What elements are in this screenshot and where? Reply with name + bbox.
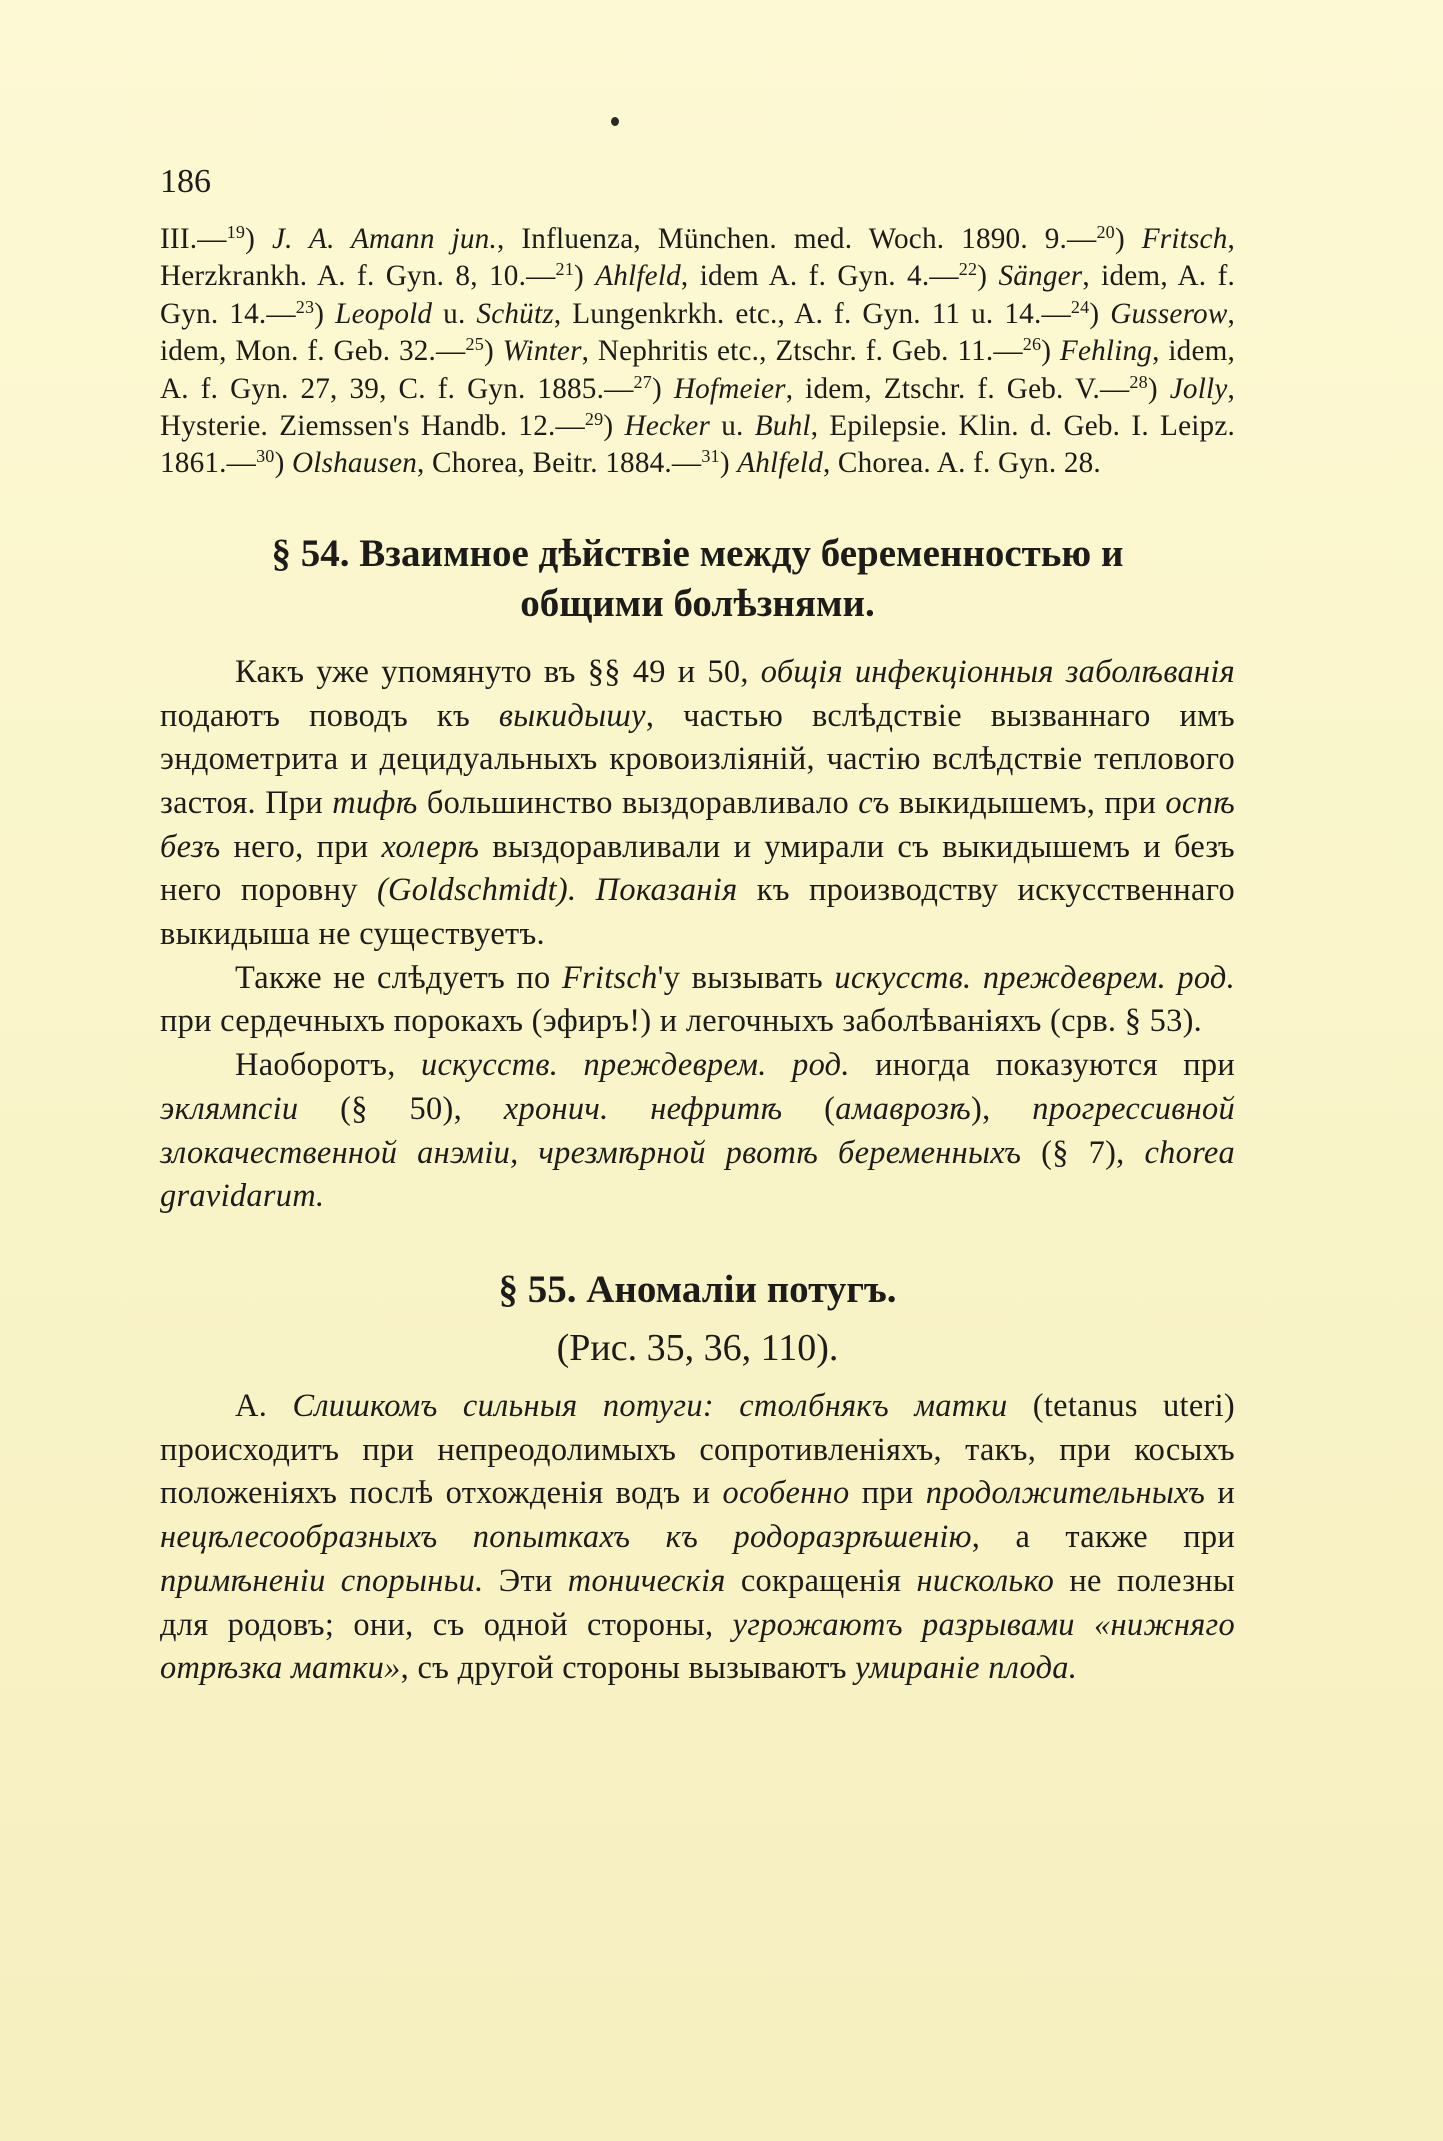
section-54 — [160, 529, 1235, 1219]
section-54-body — [160, 651, 1235, 1219]
section-55 — [160, 1265, 1235, 1691]
section-55-heading: § 55. Аномаліи потугъ. — [498, 1267, 897, 1311]
paragraph: Какъ уже упомянуто въ §§ 49 и 50, общія инфекціонныя заболѣванія подаютъ поводъ къ выкидышу, частью вслѣдствіе вызваннаго имъ эндометрита и децидуальныхъ кровоизліяній, частію вслѣдствіе теплового застоя. При тифѣ большинство выздоравливало съ выкидышемъ, при оспѣ безъ него, при холерѣ выздоравливали и умирали съ выкидышемъ и безъ него поровну (Goldschmidt). Показанія къ производству искусственнаго выкидыша не существуетъ. — [160, 653, 1235, 953]
footnote-block: III.—$^{19}$) J. A. Amann jun., Influenza, München. med. Woch. 1890. 9.—$^{20}$) Fritsch, Herzkrankh. A. f. Gyn. 8, 10.—$^{21}$) Ahlfeld, idem A. f. Gyn. 4.—$^{22}$) Sänger, idem, A. f. Gyn. 14.—$^{23}$) Leopold u. Schütz, Lungenkrkh. etc., A. f. Gyn. 11 u. 14.—$^{24}$) Gusserow, idem, Mon. f. Geb. 32.—$^{25}$) Winter, Nephritis etc., Ztschr. f. Geb. 11.—$^{26}$) Fehling, idem, A. f. Gyn. 27, 39, C. f. Gyn. 1885.—$^{27}$) Hofmeier, idem, Ztschr. f. Geb. V.—$^{28}$) Jolly, Hysterie. Ziemssen's Handb. 12.—$^{29}$) Hecker u. Buhl, Epilepsie. Klin. d. Geb. I. Leipz. 1861.—$^{30}$) Olshausen, Chorea, Beitr. 1884.—$^{31}$) Ahlfeld, Chorea. A. f. Gyn. 28. — [160, 222, 1236, 480]
page-number: 186 — [160, 163, 211, 200]
section-55-body — [160, 1385, 1235, 1691]
ink-dot — [611, 117, 619, 126]
section-54-heading: § 54. Взаимное дѣйствіе между беременностью и общими болѣзнями. — [271, 531, 1124, 625]
page — [160, 165, 1235, 1691]
paragraph: Также не слѣдуетъ по Fritsch'у вызывать искусств. преждеврем. род. при сердечныхъ порокахъ (эфиръ!) и легочныхъ заболѣваніяхъ (срв. § 53). — [160, 959, 1235, 1040]
figure-reference: (Рис. 35, 36, 110). — [556, 1326, 839, 1369]
paragraph: Наоборотъ, искусств. преждеврем. род. иногда показуются при эклямпсіи (§ 50), хронич. нефритѣ (амаврозѣ), прогрессивной злокачественной анэміи, чрезмѣрной рвотѣ беременныхъ (§ 7), chorea gravidarum. — [160, 1047, 1236, 1215]
footnotes — [160, 221, 1235, 483]
paragraph: A. Слишкомъ сильныя потуги: столбнякъ матки (tetanus uteri) происходитъ при непреодолимыхъ сопротивленіяхъ, такъ, при косыхъ положеніяхъ послѣ отхожденія водъ и особенно при продолжительныхъ и нецѣлесообразныхъ попыткахъ къ родоразрѣшенію, а также при примѣненіи спорыньи. Эти тоническія сокращенія нисколько не полезны для родовъ; они, съ одной стороны, угрожаютъ разрывами «нижняго отрѣзка матки», съ другой стороны вызываютъ умираніе плода. — [160, 1387, 1235, 1687]
